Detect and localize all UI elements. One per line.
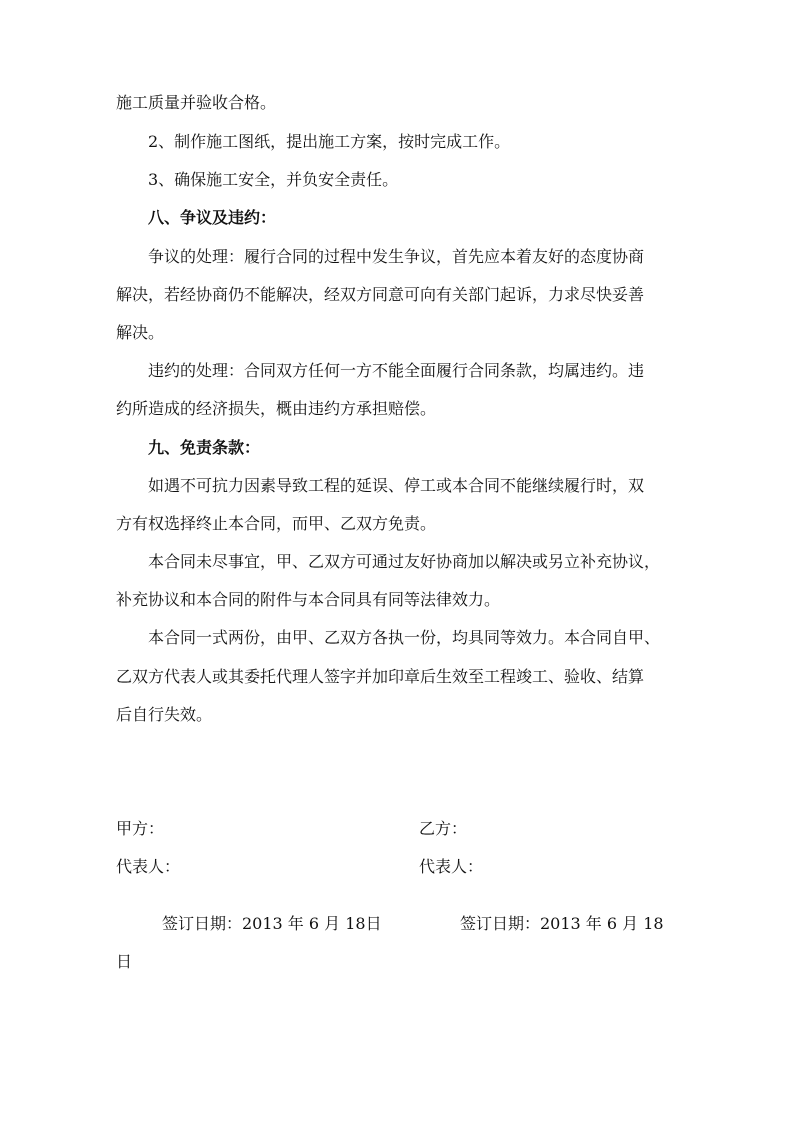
body-text-line: 施工质量并验收合格。 (116, 93, 277, 112)
dispute-clause-line: 解决。 (116, 323, 165, 342)
section-heading-9: 九、免责条款： (148, 438, 261, 457)
section-heading-8: 八、争议及违约： (148, 208, 277, 227)
party-a-label: 甲方： (116, 819, 165, 838)
signing-date-b: 签订日期：2013 年 6 月 18 (460, 914, 664, 933)
copies-clause-line: 乙双方代表人或其委托代理人签字并加印章后生效至工程竣工、验收、结算 (116, 667, 645, 686)
list-item-2: 2、制作施工图纸，提出施工方案，按时完成工作。 (148, 132, 511, 151)
party-b-label: 乙方： (419, 819, 468, 838)
representative-a-label: 代表人： (116, 857, 181, 876)
list-item-3: 3、确保施工安全，并负安全责任。 (148, 170, 399, 189)
force-majeure-line: 如遇不可抗力因素导致工程的延误、停工或本合同不能继续履行时，双 (148, 476, 645, 495)
dispute-clause-line: 解决，若经协商仍不能解决，经双方同意可向有关部门起诉，力求尽快妥善 (116, 285, 645, 304)
signing-date-b-wrap: 日 (116, 952, 133, 971)
representative-b-label: 代表人： (419, 857, 484, 876)
copies-clause-line: 本合同一式两份，由甲、乙双方各执一份，均具同等效力。本合同自甲、 (148, 628, 661, 647)
dispute-clause-line: 争议的处理：履行合同的过程中发生争议，首先应本着友好的态度协商 (148, 247, 645, 266)
signing-date-a: 签订日期：2013 年 6 月 18日 (162, 914, 382, 933)
breach-clause-line: 违约的处理：合同双方任何一方不能全面履行合同条款，均属违约。违 (148, 361, 645, 380)
copies-clause-line: 后自行失效。 (116, 705, 213, 724)
supplement-clause-line: 补充协议和本合同的附件与本合同具有同等法律效力。 (116, 590, 501, 609)
breach-clause-line: 约所造成的经济损失，概由违约方承担赔偿。 (116, 399, 437, 418)
supplement-clause-line: 本合同未尽事宜，甲、乙双方可通过友好协商加以解决或另立补充协议， (148, 552, 661, 571)
force-majeure-line: 方有权选择终止本合同，而甲、乙双方免责。 (116, 514, 437, 533)
